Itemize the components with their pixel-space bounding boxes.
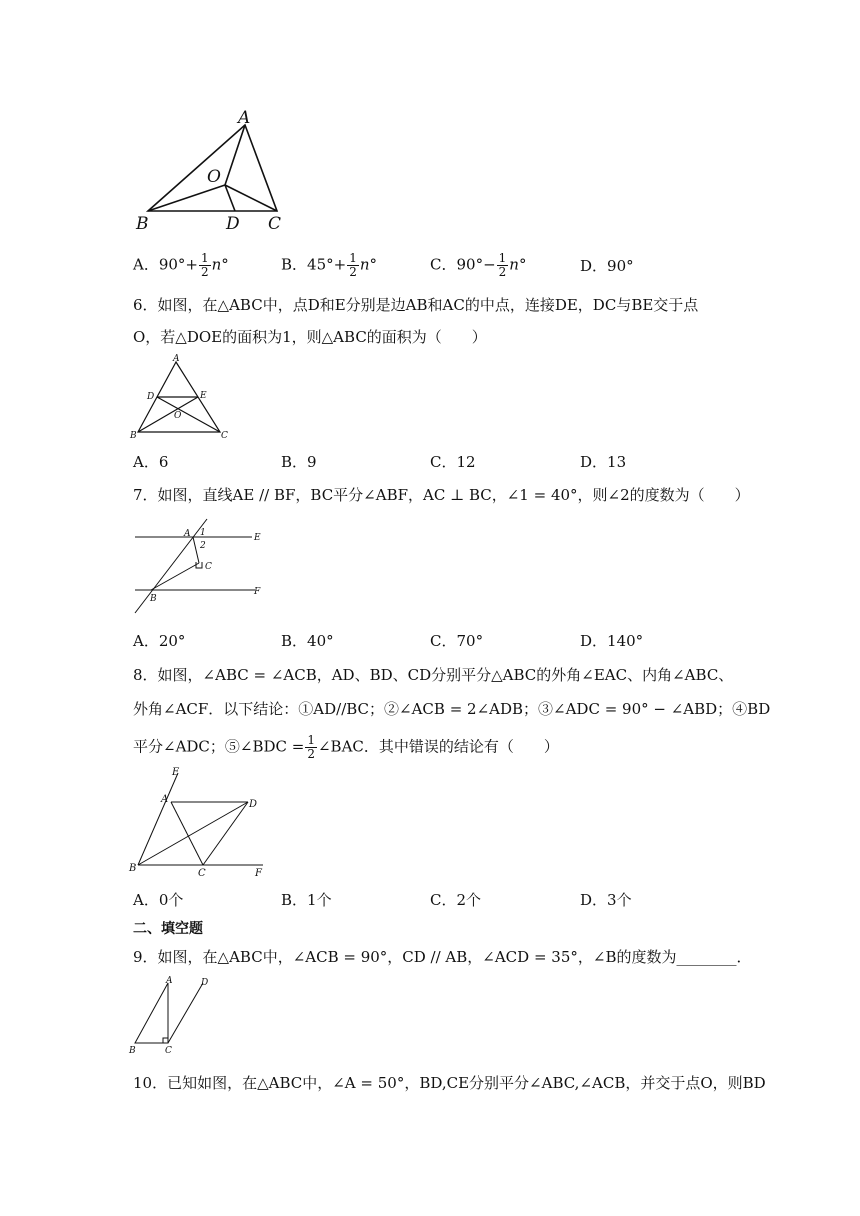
q6-label-b: B — [130, 431, 137, 441]
q8-option-a: A．0个 — [133, 891, 184, 909]
q7-label-e: E — [254, 533, 261, 543]
q6-option-c: C．12 — [430, 453, 476, 471]
q7-option-b: B．40° — [281, 632, 334, 650]
q5-option-c: C．90°− $\frac{1}{2}$ n° — [430, 251, 527, 279]
q6-label-d: D — [147, 392, 155, 402]
q9-label-b: B — [129, 1046, 136, 1056]
q5-label-b: B — [136, 214, 149, 234]
q6-option-a: A．6 — [133, 453, 169, 471]
q6-option-b: B．9 — [281, 453, 317, 471]
q5-option-a: A．90°+ $\frac{1}{2}$ n° — [133, 251, 229, 279]
q5-label-a: A — [238, 108, 251, 128]
q7-option-d: D．140° — [580, 632, 644, 650]
q10-text-line1: 10．已知如图，在△ABC中，∠A = 50°，BD,CE分别平分∠ABC,∠ACB，并交于点O，则BD — [133, 1074, 766, 1092]
q7-text-line1: 7．如图，直线AE // BF，BC平分∠ABF，AC ⊥ BC，∠1 = 40°，则∠2的度数为（ ） — [133, 486, 750, 504]
q7-label-b: B — [150, 594, 157, 604]
q6-label-c: C — [221, 431, 228, 441]
q6-label-e: E — [200, 391, 207, 401]
q5-label-c: C — [268, 214, 282, 234]
q7-label-1: 1 — [200, 528, 206, 538]
q8-text-line2: 外角∠ACF．以下结论：①AD//BC；②∠ACB = 2∠ADB；③∠ADC = 90° − ∠ABD；④BD — [133, 700, 771, 718]
q5-option-b: B．45°+ $\frac{1}{2}$ n° — [281, 251, 377, 279]
q7-label-2: 2 — [200, 541, 206, 551]
q8-option-b: B．1个 — [281, 891, 332, 909]
q7-figure — [130, 515, 270, 615]
q6-text-line2: O，若△DOE的面积为1，则△ABC的面积为（ ） — [133, 328, 487, 346]
q8-label-c: C — [198, 868, 206, 879]
q8-figure — [128, 765, 268, 880]
section-title-fill-in: 二、填空题 — [133, 921, 203, 937]
q7-option-c: C．70° — [430, 632, 484, 650]
q9-label-d: D — [201, 978, 209, 988]
q8-option-d: D．3个 — [580, 891, 632, 909]
q6-text-line1: 6．如图，在△ABC中，点D和E分别是边AB和AC的中点，连接DE，DC与BE交于点 — [133, 296, 699, 314]
q6-option-d: D．13 — [580, 453, 627, 471]
q8-text-line1: 8．如图，∠ABC = ∠ACB，AD、BD、CD分别平分△ABC的外角∠EAC、内角∠ABC、 — [133, 666, 734, 684]
q8-label-b: B — [129, 863, 137, 874]
q8-label-f: F — [255, 868, 262, 879]
q9-label-a: A — [166, 976, 173, 986]
q6-label-o: O — [174, 411, 182, 421]
q5-label-d: D — [226, 214, 240, 234]
q8-label-d: D — [249, 799, 258, 810]
q9-label-c: C — [165, 1046, 172, 1056]
q8-option-c: C．2个 — [430, 891, 482, 909]
q7-option-a: A．20° — [133, 632, 186, 650]
q5-label-o: O — [207, 167, 221, 187]
q8-label-e: E — [172, 767, 180, 778]
q7-label-a: A — [184, 529, 191, 539]
q6-label-a: A — [173, 354, 180, 364]
q7-label-c: C — [205, 562, 212, 572]
q5-option-d: D．90° — [580, 257, 634, 275]
q9-figure — [128, 973, 213, 1058]
q9-text-line1: 9．如图，在△ABC中，∠ACB = 90°，CD // AB，∠ACD = 35°，∠B的度数为________． — [133, 948, 752, 966]
q5-figure — [128, 105, 293, 235]
q7-label-f: F — [254, 587, 261, 597]
q6-figure — [128, 352, 233, 442]
q8-label-a: A — [161, 794, 169, 805]
q8-text-line3: 平分∠ADC；⑤∠BDC = $\frac{1}{2}$ ∠BAC．其中错误的结论有（ ） — [133, 733, 559, 761]
